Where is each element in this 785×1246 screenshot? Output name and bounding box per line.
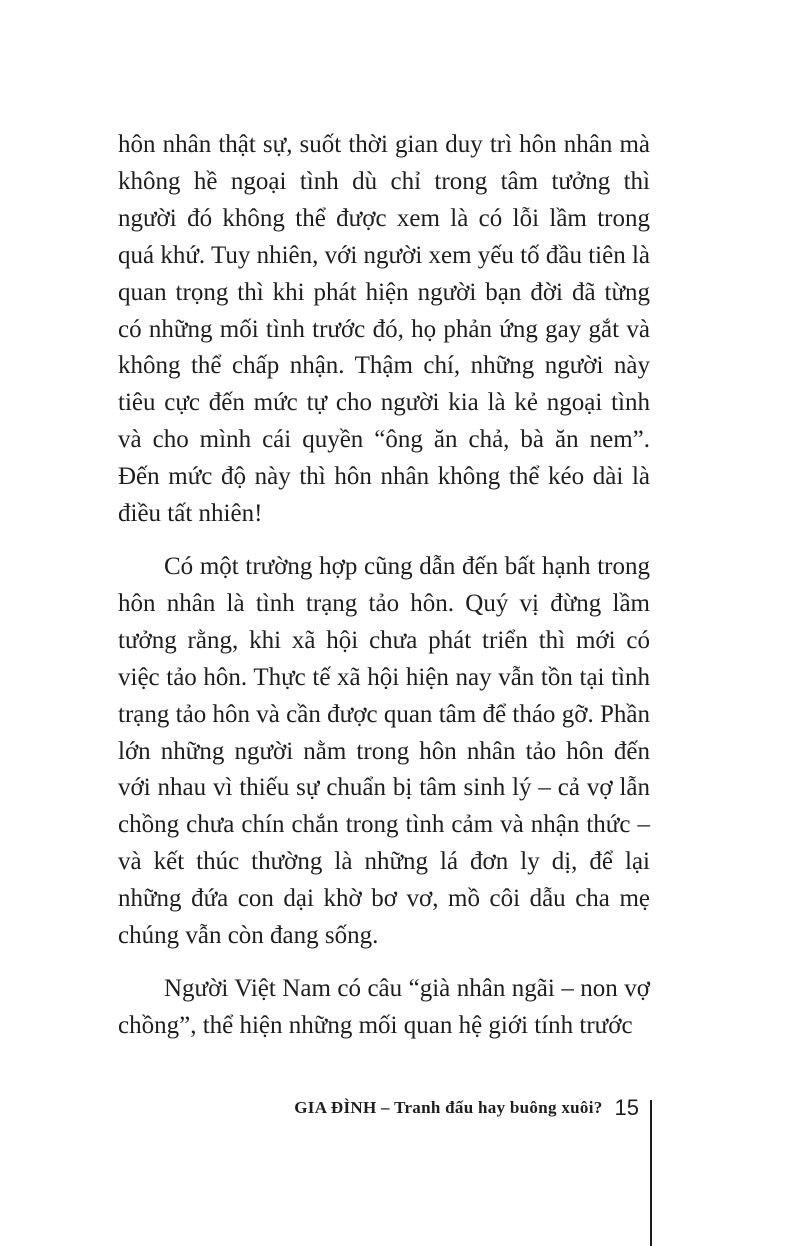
paragraph-child-marriage: Có một trường hợp cũng dẫn đến bất hạnh trong hôn nhân là tình trạng tảo hôn. Quý vị đừng lầm tưởng rằng, khi xã hội chưa phát triển thì mới có việc tảo hôn. Thực tế xã hội hiện nay vẫn tồn tại tình trạng tảo hôn và cần được quan tâm để tháo gỡ. Phần lớn những người nằm trong hôn nhân tảo hôn đến với nhau vì thiếu sự chuẩn bị tâm sinh lý – cả vợ lẫn chồng chưa chín chắn trong tình cảm và nhận thức – và kết thúc thường là những lá đơn ly dị, để lại những đứa con dại khờ bơ vơ, mồ côi dẫu cha mẹ chúng vẫn còn đang sống. (118, 552, 650, 950)
page-footer (0, 1095, 639, 1127)
page-body (118, 127, 650, 1061)
paragraph-continuation: hôn nhân thật sự, suốt thời gian duy trì hôn nhân mà không hề ngoại tình dù chỉ trong tâm tưởng thì người đó không thể được xem là có lỗi lầm trong quá khứ. Tuy nhiên, với người xem yếu tố đầu tiên là quan trọng thì khi phát hiện người bạn đời đã từng có những mối tình trước đó, họ phản ứng gay gắt và không thể chấp nhận. Thậm chí, những người này tiêu cực đến mức tự cho người kia là kẻ ngoại tình và cho mình cái quyền “ông ăn chả, bà ăn nem”. Đến mức độ này thì hôn nhân không thể kéo dài là điều tất nhiên! (118, 131, 650, 528)
paragraph-proverb: Người Việt Nam có câu “già nhân ngãi – non vợ chồng”, thể hiện những mối quan hệ giới tính trước (118, 974, 650, 1039)
footer-vertical-rule (650, 1100, 652, 1246)
running-title: GIA ĐÌNH – Tranh đấu hay buông xuôi? (294, 1098, 603, 1117)
page-number: 15 (614, 1095, 639, 1120)
